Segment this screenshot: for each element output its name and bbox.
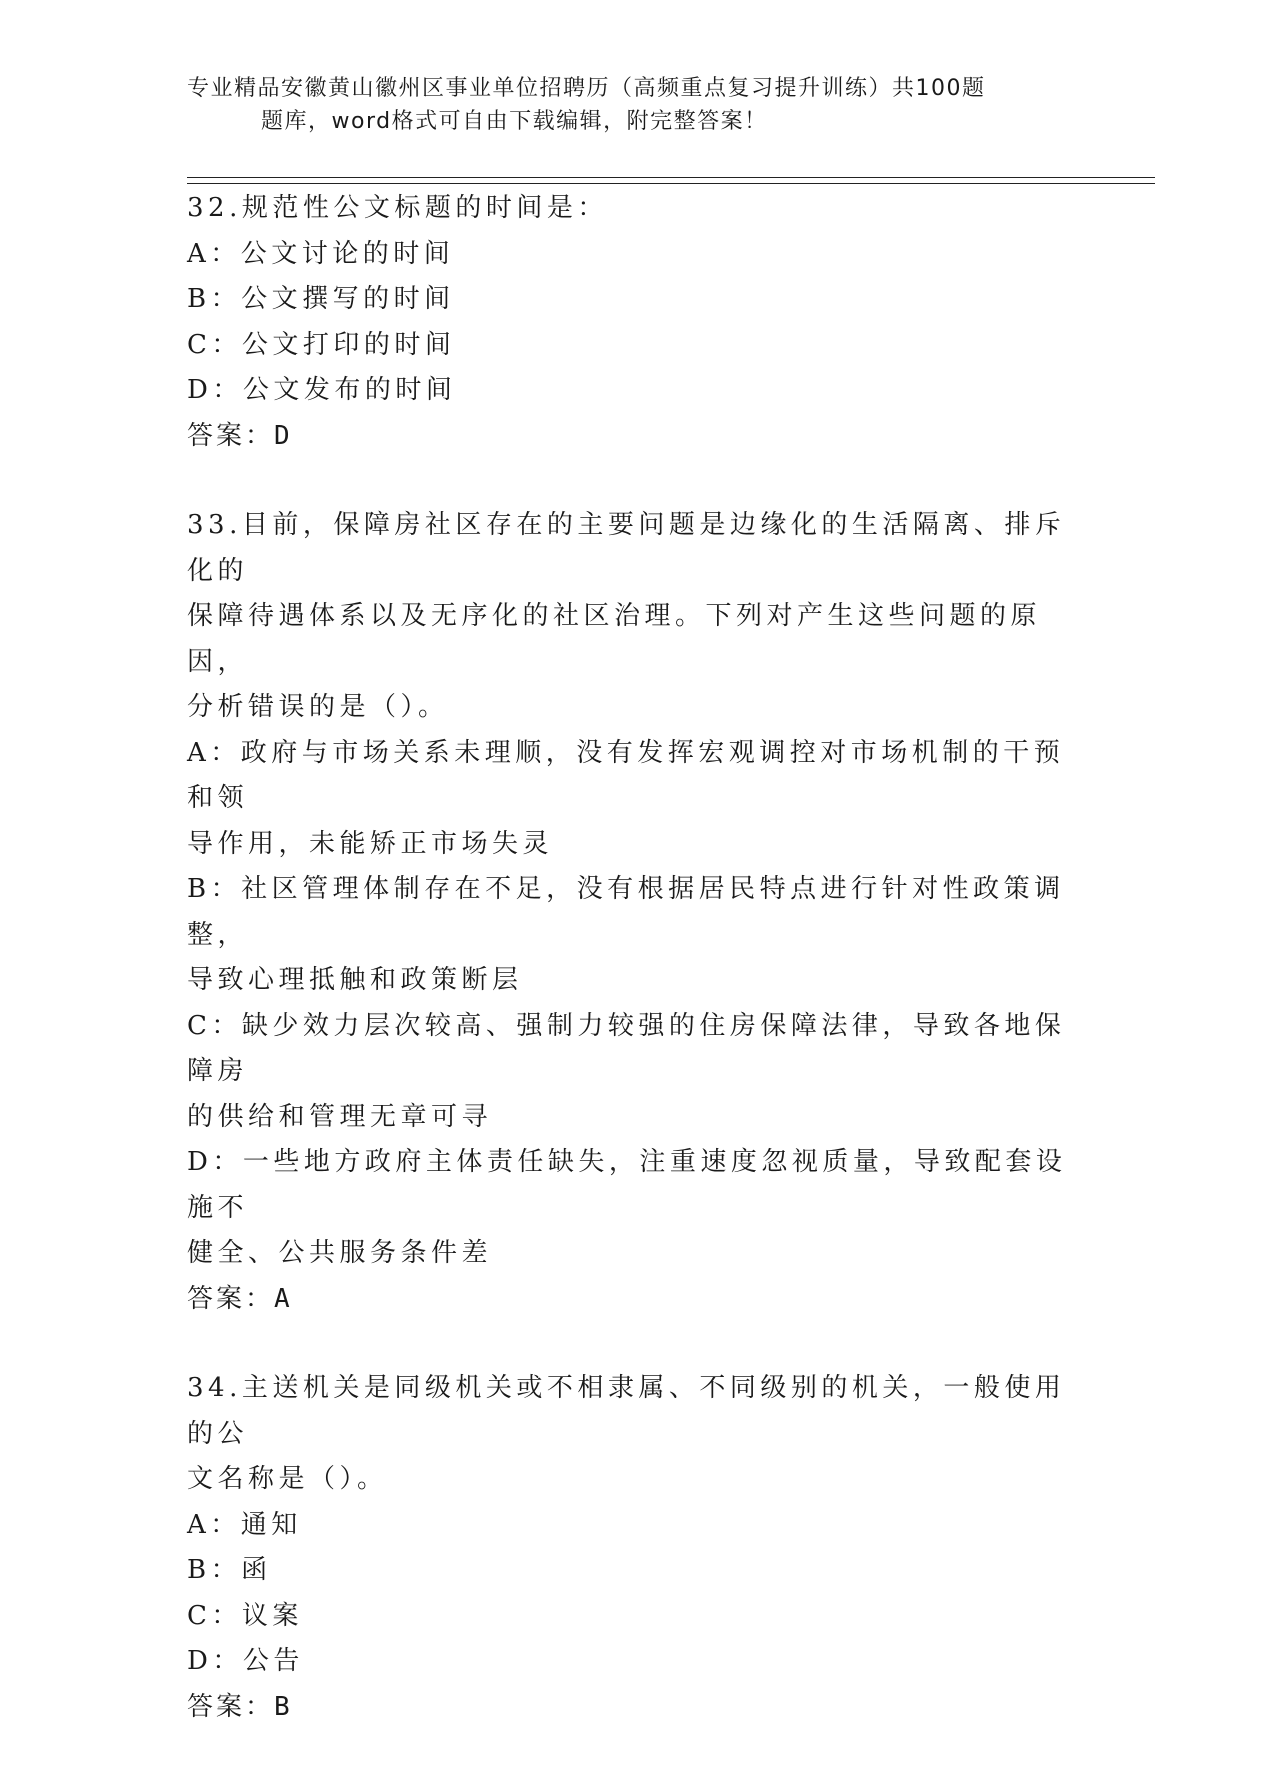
question-list [187, 186, 1077, 1774]
answer-line [187, 1685, 1077, 1731]
answer-line [187, 414, 1077, 460]
question-block [187, 186, 1077, 459]
question-stem-line: 分析错误的是（）。 [187, 692, 449, 722]
question-stem-line: 33.目前，保障房社区存在的主要问题是边缘化的生活隔离、排斥化的 [187, 510, 1066, 586]
question-block [187, 1366, 1077, 1730]
option-line: B：社区管理体制存在不足，没有根据居民特点进行针对性政策调整， [187, 874, 1065, 950]
header-divider-bottom [187, 183, 1155, 184]
option-line: A：政府与市场关系未理顺，没有发挥宏观调控对市场机制的干预和领 [187, 737, 1065, 813]
option-line: D：公文发布的时间 [187, 375, 457, 405]
answer-line [187, 1277, 1077, 1323]
option-line: D：公告 [187, 1646, 304, 1676]
answer-value: B [274, 1691, 293, 1722]
answer-label: 答案： [187, 1691, 275, 1722]
option-line: B：公文撰写的时间 [187, 284, 455, 314]
option-line: C：议案 [187, 1600, 303, 1631]
option-line: 的供给和管理无章可寻 [187, 1101, 493, 1132]
option-line: A：公文讨论的时间 [187, 238, 455, 269]
option-line: 导致心理抵触和政策断层 [187, 965, 523, 995]
question-block [187, 503, 1077, 1322]
option-line: 健全、公共服务条件差 [187, 1238, 493, 1268]
option-line: B：函 [187, 1555, 272, 1585]
answer-label: 答案： [187, 1283, 275, 1314]
answer-label: 答案： [187, 420, 275, 451]
question-stem-line: 34.主送机关是同级机关或不相隶属、不同级别的机关，一般使用的公 [187, 1373, 1066, 1449]
header-title-line-2: 题库，word格式可自由下载编辑，附完整答案！ [261, 109, 768, 134]
question-stem-line: 保障待遇体系以及无序化的社区治理。下列对产生这些问题的原因， [187, 601, 1042, 677]
option-line: 导作用，未能矫正市场失灵 [187, 828, 554, 859]
answer-value: D [274, 420, 293, 451]
answer-value: A [274, 1283, 293, 1314]
option-line: C：缺少效力层次较高、强制力较强的住房保障法律，导致各地保障房 [187, 1010, 1066, 1086]
document-header [187, 72, 1057, 138]
option-line: C：公文打印的时间 [187, 329, 456, 360]
option-line: A：通知 [187, 1509, 302, 1540]
question-stem-line: 32.规范性公文标题的时间是： [187, 193, 608, 223]
question-stem-line: 文名称是（）。 [187, 1464, 388, 1494]
header-divider-top [187, 177, 1155, 178]
option-line: D：一些地方政府主体责任缺失，注重速度忽视质量，导致配套设施不 [187, 1147, 1067, 1223]
header-title-line-1: 专业精品安徽黄山徽州区事业单位招聘历（高频重点复习提升训练）共100题 [187, 76, 986, 101]
